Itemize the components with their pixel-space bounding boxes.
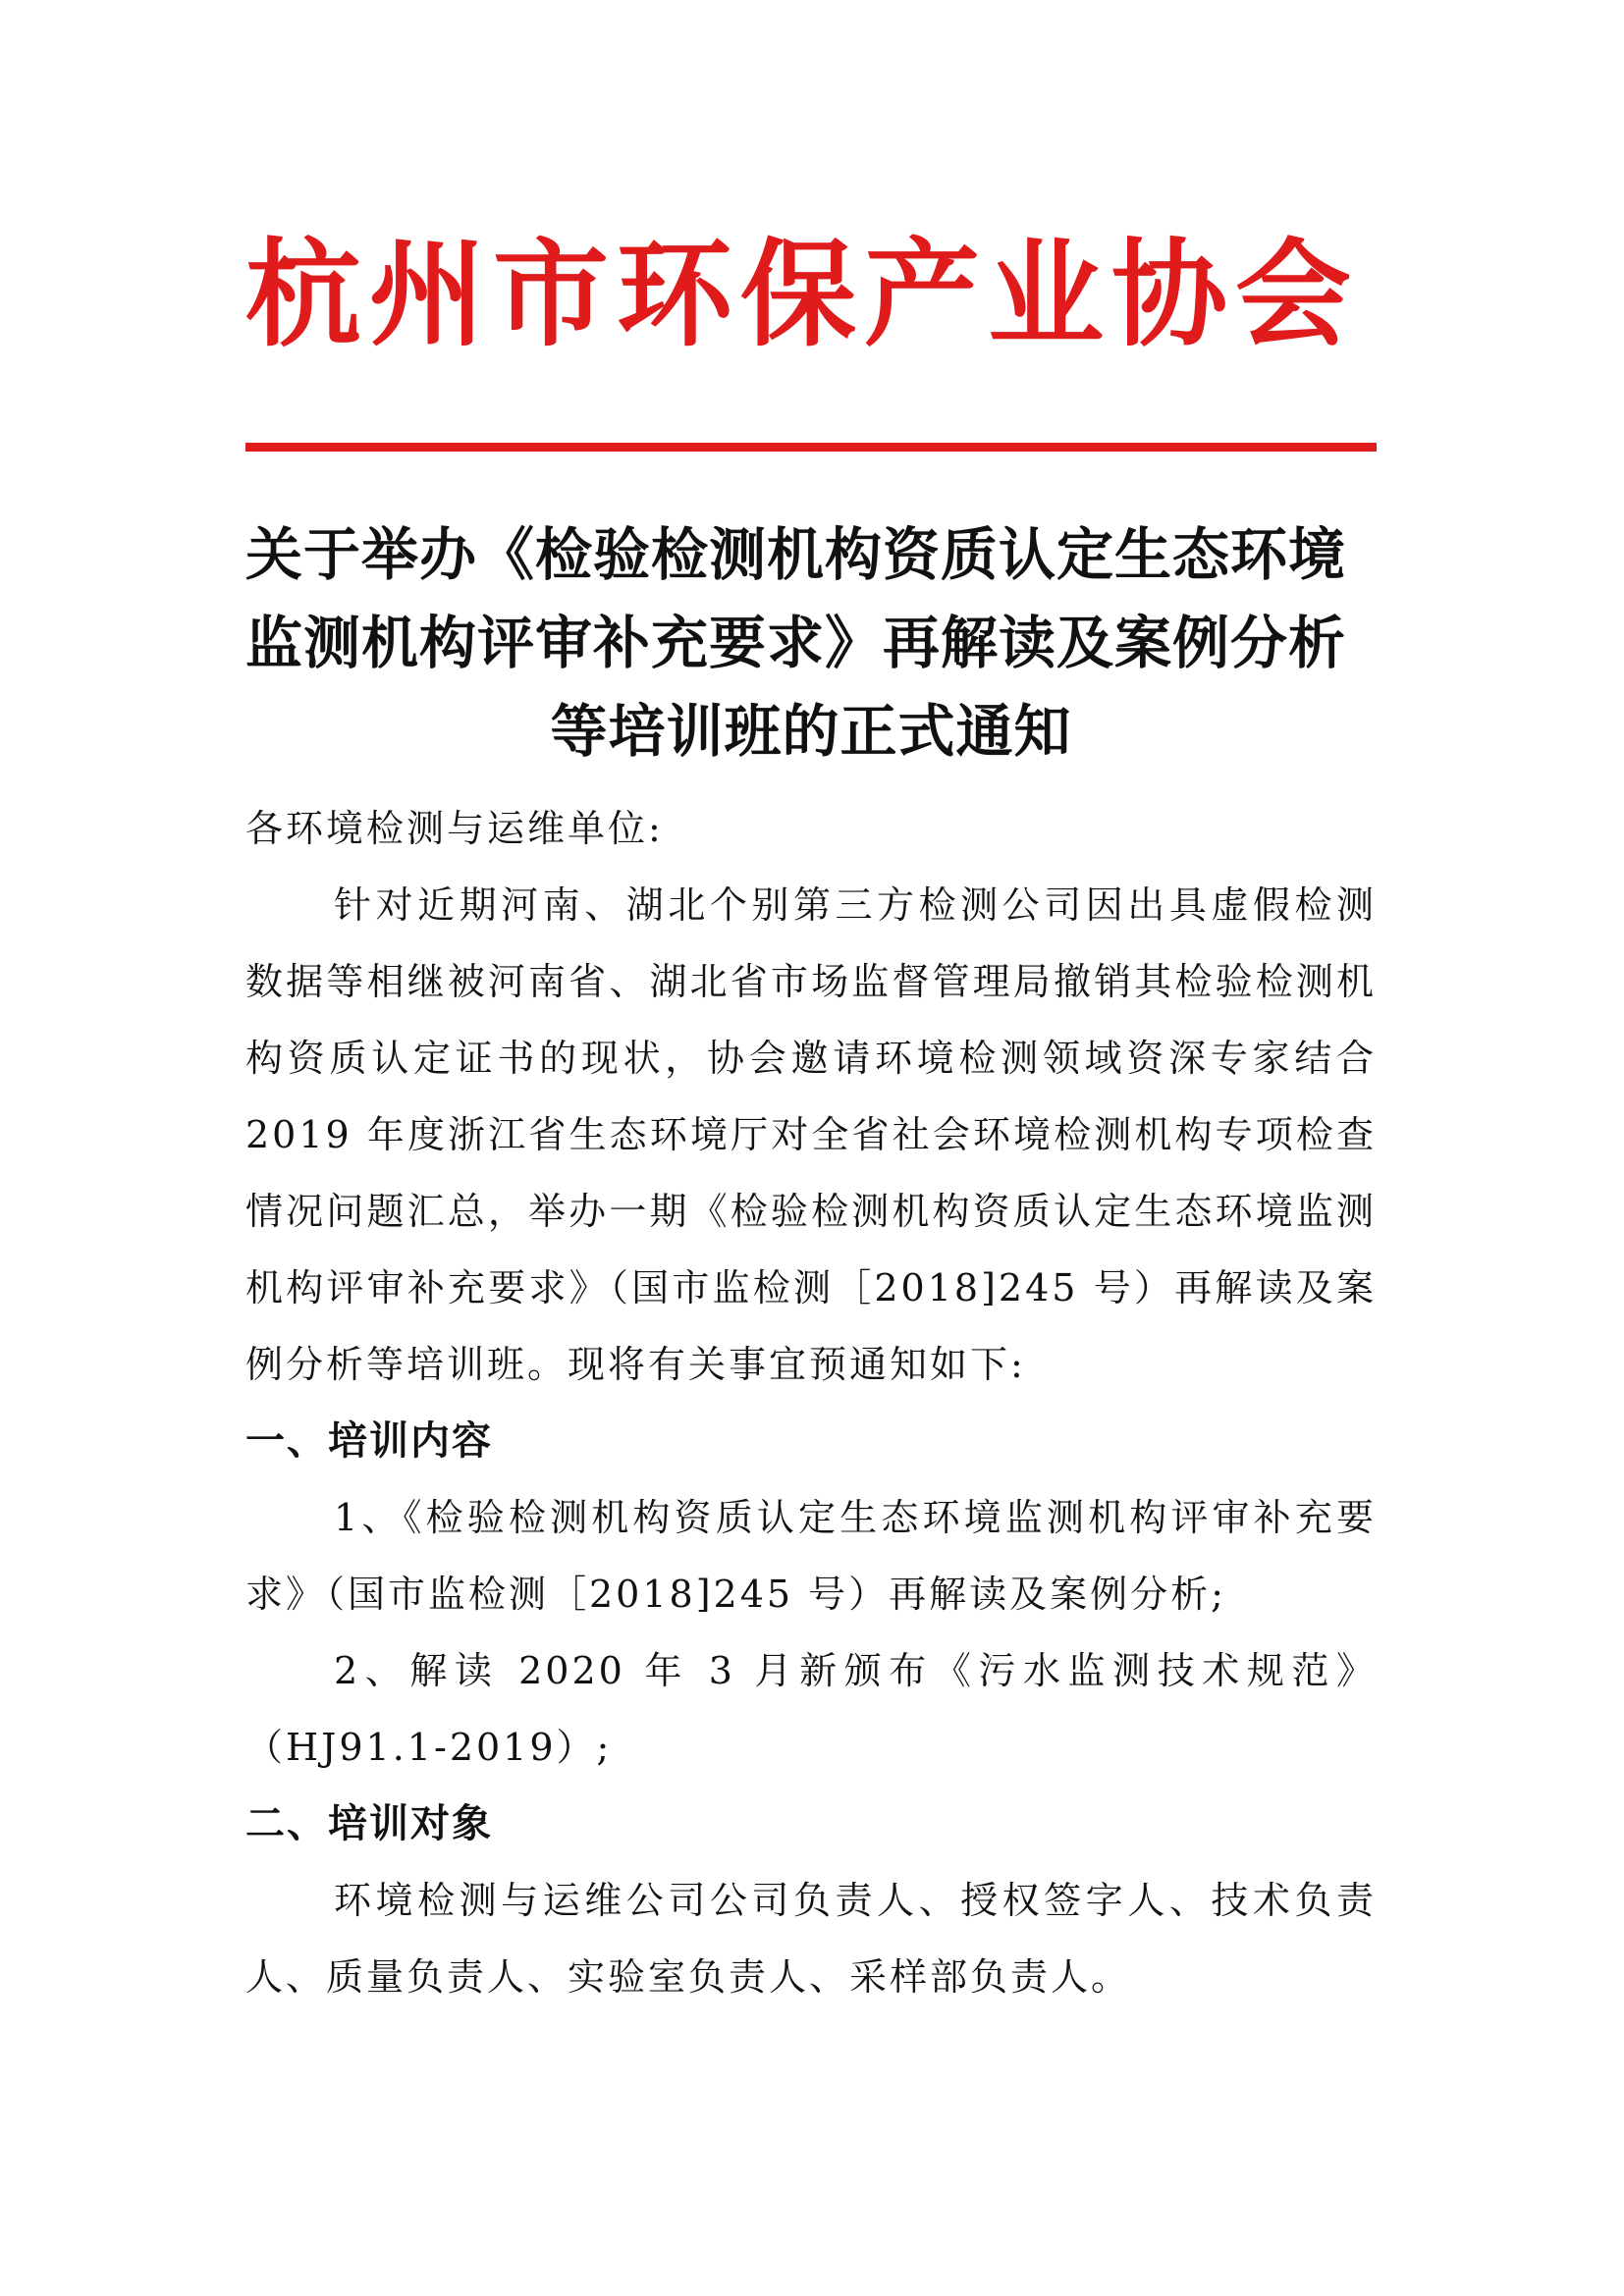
- document-body: [245, 790, 1377, 2015]
- title-line-2: 监测机构评审补充要求》再解读及案例分析: [245, 610, 1347, 676]
- document-title: [245, 510, 1377, 775]
- title-line-3: 等培训班的正式通知: [550, 698, 1072, 765]
- salutation: 各环境检测与运维单位:: [245, 807, 664, 850]
- intro-paragraph: 针对近期河南、湖北个别第三方检测公司因出具虚假检测数据等相继被河南省、湖北省市场监督管理局撤销其检验检测机构资质认定证书的现状，协会邀请环境检测领域资深专家结合 2019 年度浙江省生态环境厅对全省社会环境检测机构专项检查情况问题汇总，举办一期《检验检测机构资质认定生态环境监测机构评审补充要求》（国市监检测［2018]245 号）再解读及案例分析等培训班。现将有关事宜预通知如下:: [245, 883, 1377, 1386]
- letterhead-divider: [245, 443, 1377, 452]
- section-heading-training-audience: 二、培训对象: [245, 1801, 493, 1846]
- training-audience-paragraph: 环境检测与运维公司公司负责人、授权签字人、技术负责人、质量负责人、实验室负责人、采样部负责人。: [245, 1879, 1377, 1999]
- organization-letterhead: 杭州市环保产业协会: [245, 226, 1360, 362]
- section-heading-training-content: 一、培训内容: [245, 1418, 493, 1464]
- training-content-item: 1、《检验检测机构资质认定生态环境监测机构评审补充要求》（国市监检测［2018]245 号）再解读及案例分析;: [245, 1496, 1377, 1616]
- title-line-1: 关于举办《检验检测机构资质认定生态环境: [245, 521, 1347, 588]
- training-content-item: 2、解读 2020 年 3 月新颁布《污水监测技术规范》（HJ91.1-2019）;: [245, 1649, 1377, 1769]
